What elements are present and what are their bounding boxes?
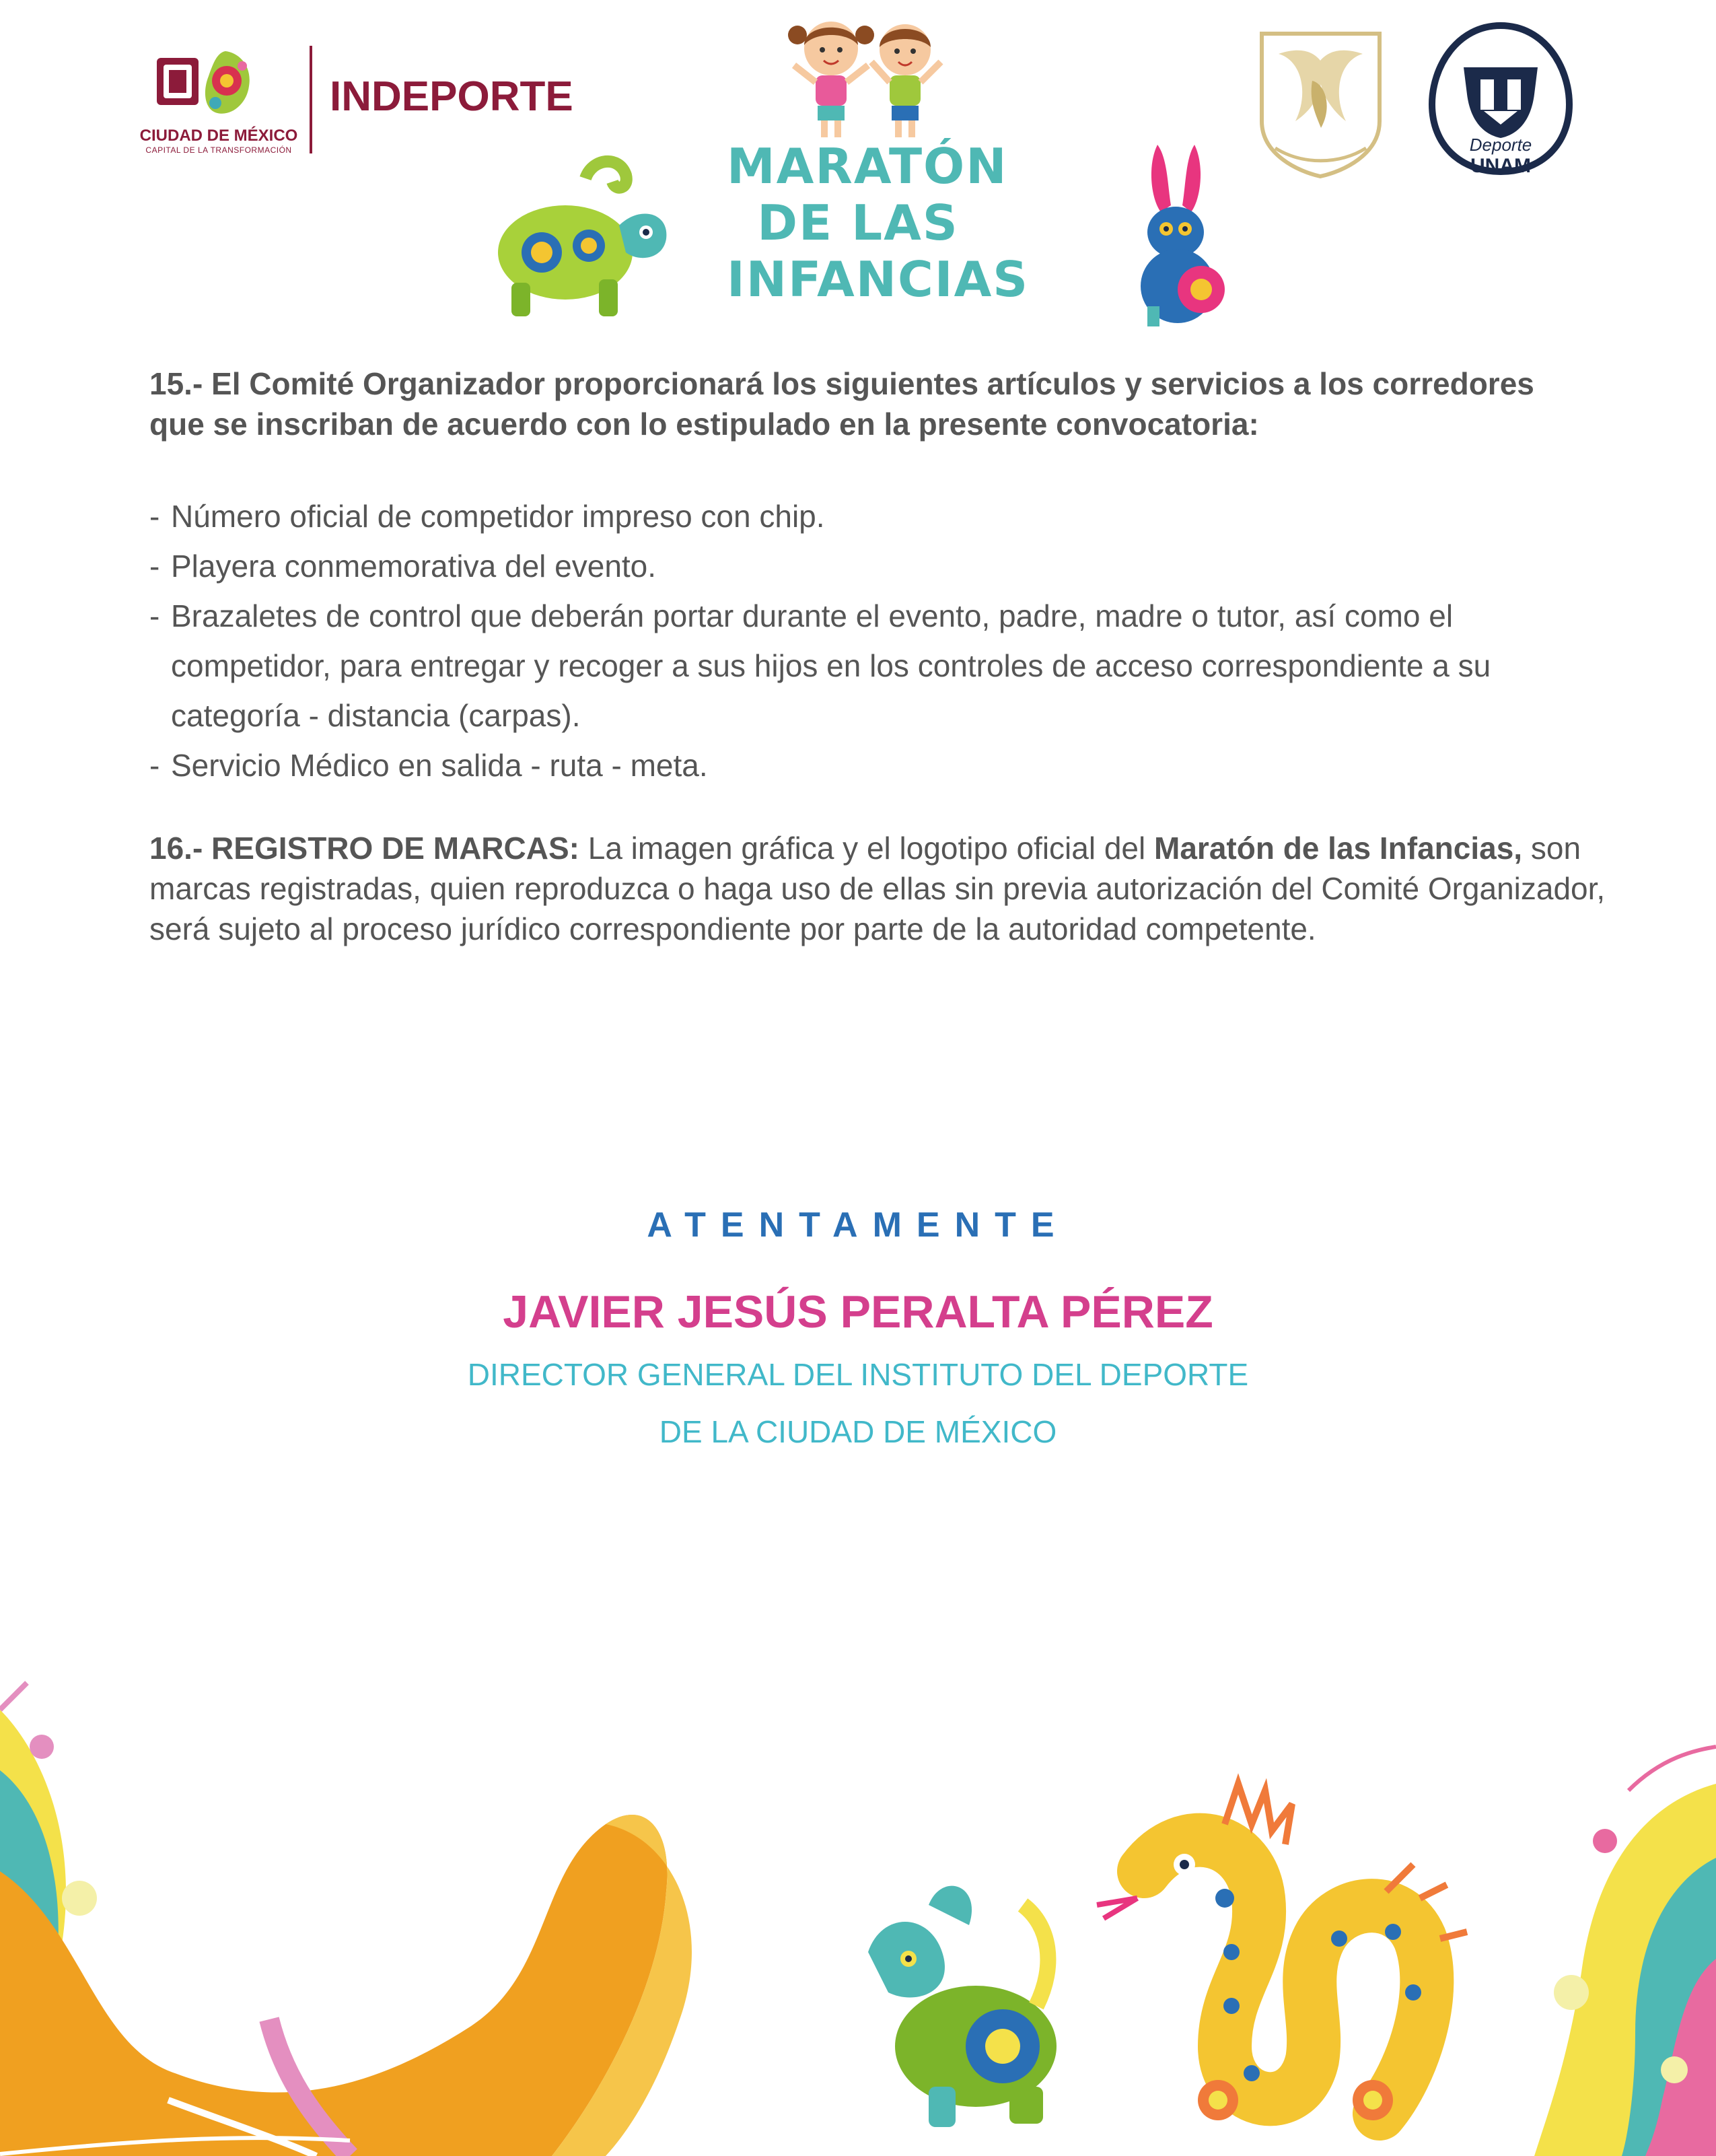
clause-16 — [149, 828, 1616, 949]
kids-illustration-icon — [767, 8, 969, 143]
clause-16-label: 16.- REGISTRO DE MARCAS: — [149, 831, 579, 866]
event-title-line-3: INFANCIAS — [727, 251, 1030, 308]
event-title-line-2: DE LAS — [757, 195, 959, 251]
items-list — [149, 491, 1596, 790]
header-divider — [310, 46, 312, 153]
pumas-deporte-text: Deporte — [1469, 135, 1532, 155]
cdmx-name: CIUDAD DE MÉXICO — [139, 127, 298, 145]
clause-16-text-2: son marcas registradas, quien reproduzca o haga uso de ellas sin previa autorización del Comité Organizador, será sujeto al proceso jurídico correspondiente por parte de la autoridad competente. — [149, 831, 1606, 946]
list-item: - Servicio Médico en salida - ruta - meta. — [149, 748, 708, 783]
event-title-logo — [727, 138, 1030, 308]
pumas-unam-text: UNAM — [1470, 155, 1531, 177]
signer-role-line-1: DIRECTOR GENERAL DEL INSTITUTO DEL DEPORTE — [467, 1357, 1249, 1392]
bottom-decoration-icon — [0, 1669, 1716, 2156]
cdmx-tagline: CAPITAL DE LA TRANSFORMACIÓN — [145, 145, 292, 155]
list-item: - Playera conmemorativa del evento. — [149, 549, 657, 584]
alebrije-rabbit-icon — [1120, 138, 1235, 326]
closing: ATENTAMENTE — [647, 1206, 1069, 1245]
unam-shield-icon — [1248, 20, 1393, 178]
list-item: - Número oficial de competidor impreso con chip. — [149, 499, 825, 534]
clause-15: 15.- El Comité Organizador proporcionará los siguientes artículos y servicios a los corredores que se inscriban de acuerdo con lo estipulado en la presente convocatoria: — [149, 366, 1534, 442]
clause-16-bold: Maratón de las Infancias, — [1154, 831, 1523, 866]
alebrije-jaguar-icon — [485, 151, 680, 326]
event-title-line-1: MARATÓN — [727, 138, 1008, 195]
clause-16-text-1: La imagen gráfica y el logotipo oficial del — [579, 831, 1155, 866]
signer-name: JAVIER JESÚS PERALTA PÉREZ — [503, 1286, 1213, 1337]
signer-role-line-2: DE LA CIUDAD DE MÉXICO — [659, 1414, 1057, 1449]
list-item: - Brazaletes de control que deberán portar durante el evento, padre, madre o tutor, así como el competidor, para entregar y recoger a sus hijos en los controles de acceso correspondiente a su categoría - distancia (carpas). — [149, 598, 1491, 733]
indeporte-logo-text: INDEPORTE — [330, 73, 573, 120]
